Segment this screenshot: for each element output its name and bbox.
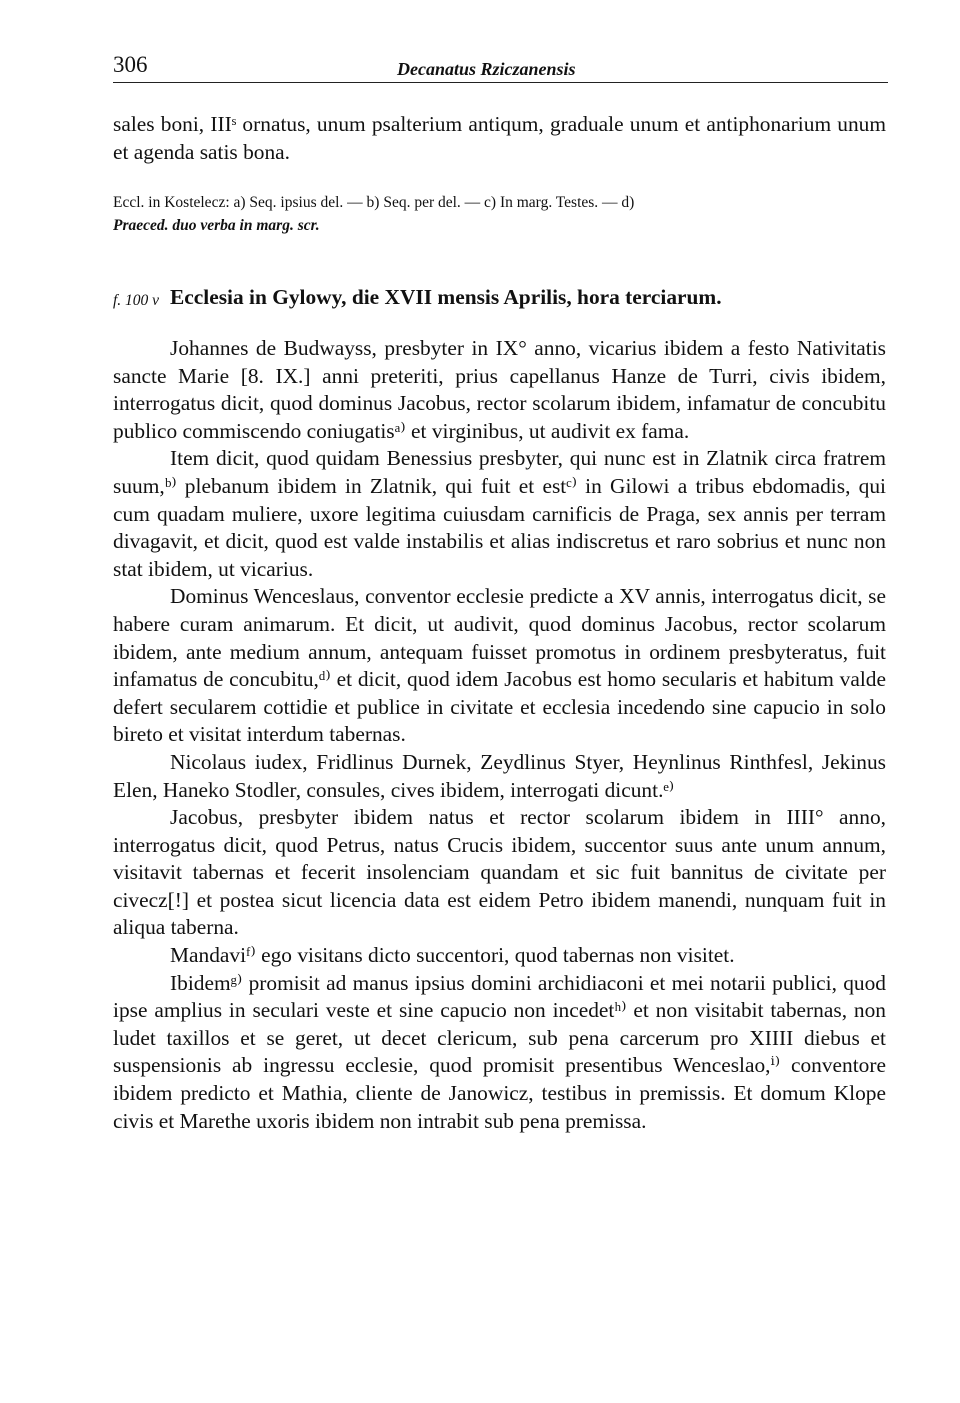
footnotes [113, 191, 888, 237]
page-header [113, 52, 888, 83]
page-number: 306 [113, 52, 148, 77]
running-head: Decanatus Rziczanensis [397, 59, 576, 79]
folio-reference: f. 100 v [113, 292, 160, 309]
main-text [113, 335, 886, 1135]
paragraph-7: Ibidemᵍ⁾ promisit ad manus ipsius domini archidiaconi et mei notarii publici, quod ipse amplius in seculari veste et sine capucio non incedetʰ⁾ et non visitabit tabernas, non ludet taxillos et se geret, ut decet clericum, sub pena carcerum pro XIIII diebus et suspensionis ab ingressu ecclesie, quod promisit presentibus Wenceslao,ⁱ⁾ conventore ibidem predicto et Mathia, cliente de Janowicz, testibus in premissis. Et domum Klope civis et Marethe uxoris ibidem non intrabit sub pena premissa. [113, 970, 886, 1133]
paragraph-2: Item dicit, quod quidam Benessius presbyter, qui nunc est in Zlatnik circa fratrem suum,ᵇ⁾ plebanum ibidem in Zlatnik, qui fuit et estᶜ⁾ in Gilowi a tribus ebdomadis, qui cum quadam muliere, uxore legitima cuiusdam carnificis de Praga, sex annis per terram divagavit, et dicit, quod est valde instabilis et alias indiscretus et raro sobrius et nunc non stat ibidem, ut vicarius. [113, 446, 886, 581]
paragraph-6: Mandaviᶠ⁾ ego visitans dicto succentori, quod tabernas non visitet. [170, 943, 735, 968]
top-paragraph-text: sales boni, IIIˢ ornatus, unum psalterium antiqum, graduale unum et antiphonarium unum et agenda satis bona. [113, 112, 886, 164]
paragraph-1: Johannes de Budwayss, presbyter in IX° anno, vicarius ibidem a festo Nativitatis sancte Marie [8. IX.] anni preteriti, prius capellanus Hanze de Turri, civis ibidem, interrogatus dicit, quod dominus Jacobus, rector scolarum ibidem, infamatur de concubitu publico commiscendo coniugatisᵃ⁾ et virginibus, ut audivit ex fama. [113, 336, 886, 443]
paragraph-4: Nicolaus iudex, Fridlinus Durnek, Zeydlinus Styer, Heynlinus Rinthfesl, Jekinus Elen, Haneko Stodler, consules, cives ibidem, interrogati dicunt.ᵉ⁾ [113, 749, 886, 802]
paragraph-3: Dominus Wenceslaus, conventor ecclesie predicte a XV annis, interrogatus dicit, se habere curam animarum. Et dicit, ut audivit, quod dominus Jacobus, rector scolarum ibidem, ante medium annum, antequam fuisset promotus in ordinem presbyteratus, fuit infamatus de concubitu,ᵈ⁾ et dicit, quod idem Jacobus est homo secularis et habitum valde defert secularem cottidie et publice in civitate et ecclesia incedendo sine capucio in solo bireto et visitat interdum tabernas. [113, 584, 886, 747]
paragraph-5: Jacobus, presbyter ibidem natus et rector scolarum ibidem in IIII° anno, interrogatus dicit, quod Petrus, natus Crucis ibidem, succentor suus ante unum annum, visitavit tabernas et fecerit insolenciam quandam et sic fuit bannitus de civitate per civecz[!] et postea sicut licencia data est eidem Petro ibidem manendi, nunquam fuit in aliqua taberna. [113, 805, 886, 940]
footnote-line-2: Praeced. duo verba in marg. scr. [113, 217, 320, 234]
footnote-line-1: Eccl. in Kostelecz: a) Seq. ipsius del. — b) Seq. per del. — c) In marg. Testes. — d) [113, 194, 635, 211]
section-heading: Ecclesia in Gylowy, die XVII mensis Aprilis, hora terciarum. [170, 285, 722, 309]
top-paragraph [113, 111, 886, 166]
